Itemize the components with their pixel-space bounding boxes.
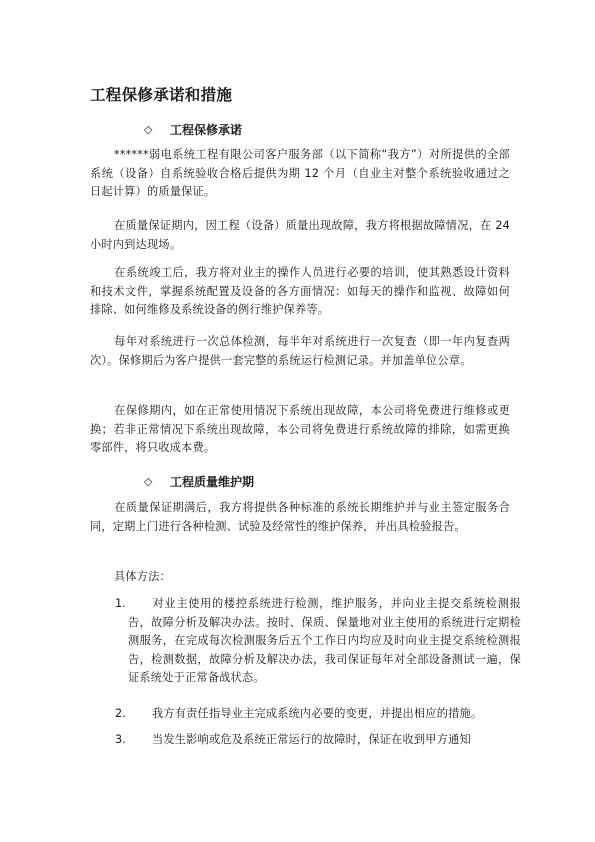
diamond-outline-icon: ◇: [144, 123, 153, 136]
list-item: [115, 705, 515, 725]
list-item-text: 我方有责任指导业主完成系统内必要的变更，并提出相应的措施。: [152, 707, 483, 720]
paragraph: [90, 264, 510, 320]
paragraph-text: 在保修期内，如在正常使用情况下系统出现故障，本公司将免费进行维修或更换；若非正常情况下系统出现故障，本公司将免费进行系统故障的排除，如需更换零部件，将只收成本费。: [90, 404, 510, 454]
list-item: [115, 595, 521, 695]
paragraph: [90, 402, 510, 458]
paragraph-text: 在质量保证期内，因工程（设备）质量出现故障，我方将根据故障情况，在 24 小时内到达现场。: [90, 219, 510, 251]
paragraph: [90, 568, 510, 587]
section-heading-label: 工程保修承诺: [170, 123, 243, 137]
document-title: 工程保修承诺和措施: [90, 86, 233, 104]
paragraph: [90, 217, 510, 254]
section-heading-label: 工程质量维护期: [170, 475, 255, 489]
section-heading-warranty: [144, 121, 242, 138]
paragraph: [90, 499, 510, 536]
list-item-number: 1.: [115, 597, 126, 610]
paragraph-text: 具体方法：: [114, 570, 171, 583]
diamond-outline-icon: ◇: [144, 475, 153, 488]
list-item-number: 3.: [115, 733, 126, 746]
paragraph: [90, 146, 510, 202]
paragraph-text: ******弱电系统工程有限公司客户服务部（以下简称“我方”）对所提供的全部系统（设备）自系统验收合格后提供为期 12 个月（自业主对整个系统验收通过之日起计算）的质量保证。: [90, 148, 510, 198]
list-item-text: 当发生影响或危及系统正常运行的故障时，保证在收到甲方通知: [152, 733, 471, 746]
list-item: [115, 731, 515, 751]
section-heading-maintenance: [144, 473, 254, 490]
paragraph-text: 在质量保证期满后，我方将提供各种标准的系统长期维护并与业主签定服务合同，定期上门进行各种检测、试验及经常性的维护保养，并出具检验报告。: [90, 501, 510, 533]
list-item-text: 对业主使用的楼控系统进行检测，维护服务，并向业主提交系统检测报告，故障分析及解决办法。按时、保质、保量地对业主使用的系统进行定期检测服务，在完成每次检测服务后五个工作日内均应及时向业主提交系统检测报告，检测数据，故障分析及解决办法，我司保证每年对全部设备测试一遍，保证系统处于正常备战状态。: [128, 597, 521, 684]
paragraph: [90, 333, 510, 370]
paragraph-text: 在系统竣工后，我方将对业主的操作人员进行必要的培训，使其熟悉设计资料和技术文件，掌握系统配置及设备的各方面情况：如每天的操作和监视、故障如何排除、如何维修及系统设备的例行维护保养等。: [90, 266, 510, 316]
paragraph-text: 每年对系统进行一次总体检测，每半年对系统进行一次复查（即一年内复查两次）。保修期后为客户提供一套完整的系统运行检测记录。并加盖单位公章。: [90, 335, 510, 367]
list-item-number: 2.: [115, 707, 126, 720]
